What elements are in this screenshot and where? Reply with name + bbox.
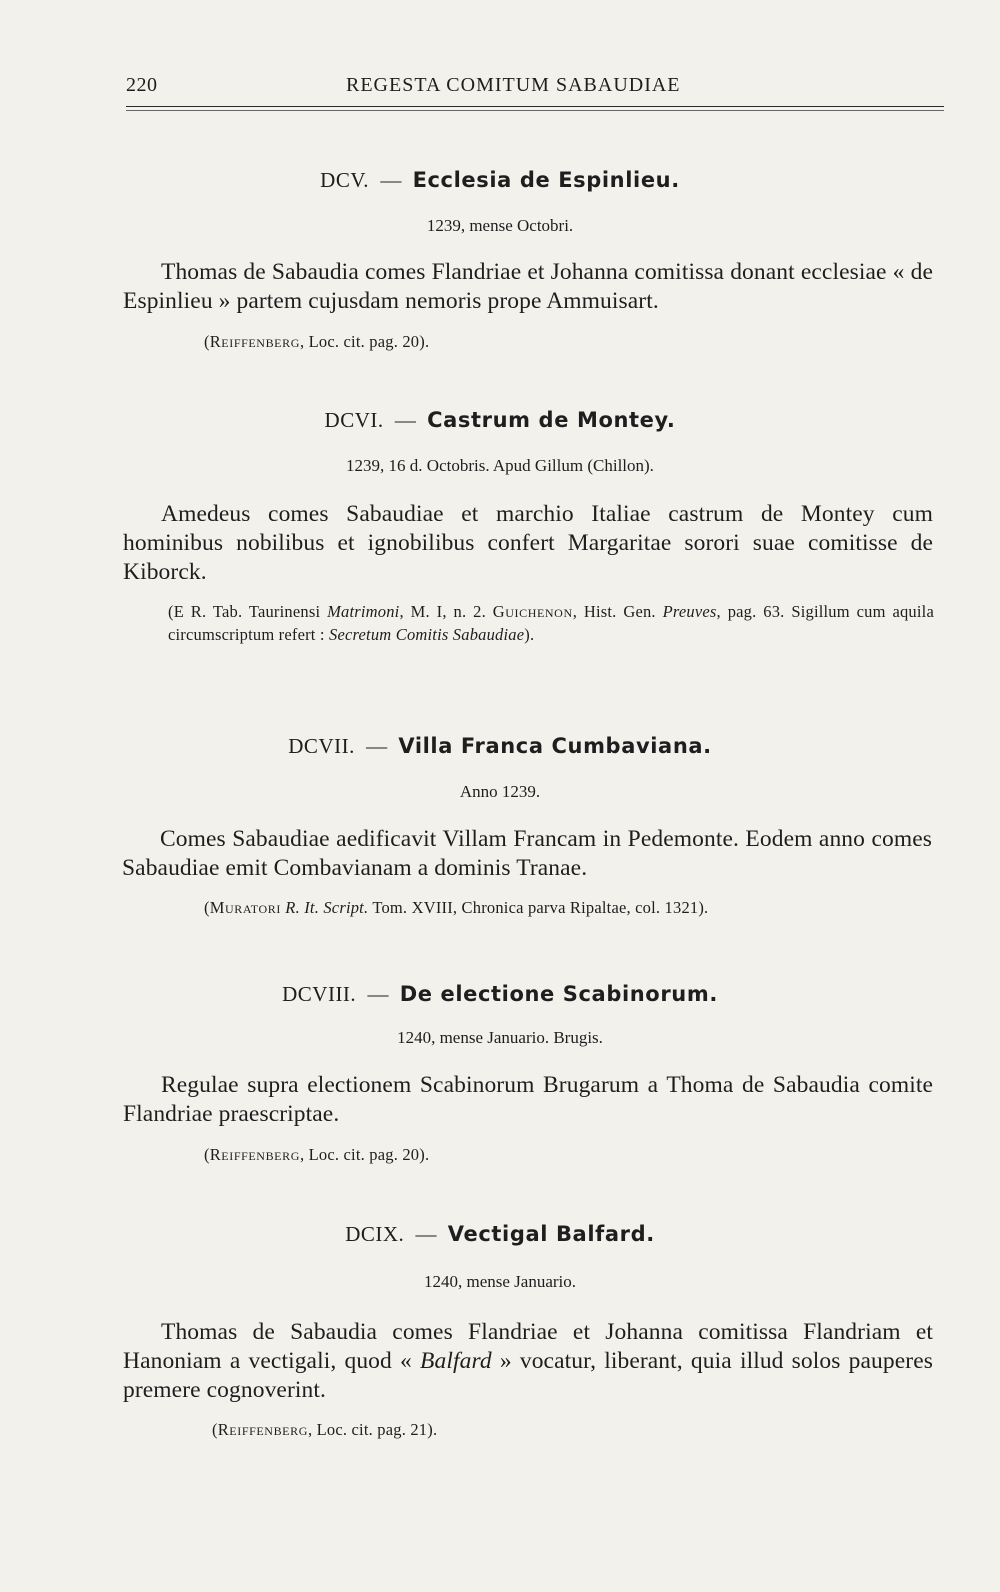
- entry-date: 1239, 16 d. Octobris. Apud Gillum (Chillon).: [346, 456, 654, 475]
- source-author: Muratori: [209, 898, 281, 917]
- header-rule-secondary: [126, 110, 944, 111]
- running-header: [126, 74, 944, 104]
- entry-heading: [0, 408, 1000, 433]
- entry-title: Castrum de Montey.: [427, 408, 676, 432]
- running-title: REGESTA COMITUM SABAUDIAE: [346, 74, 681, 96]
- entry-text: Comes Sabaudiae aedificavit Villam Francam in Pedemonte. Eodem anno comes Sabaudiae emit Combavianam a dominis Tranae.: [122, 826, 932, 881]
- entry-heading: [0, 1222, 1000, 1247]
- entry-heading: [0, 168, 1000, 193]
- entry-title: Vectigal Balfard.: [447, 1222, 655, 1246]
- entry-number: DCVII.: [288, 734, 355, 758]
- entry-title: Ecclesia de Espinlieu.: [412, 168, 680, 192]
- entry-text: Regulae supra electionem Scabinorum Brugarum a Thoma de Sabaudia comite Flandriae praescriptae.: [123, 1072, 933, 1127]
- entry-date: 1239, mense Octobri.: [426, 216, 574, 235]
- source-author: Reiffenberg: [209, 1145, 300, 1164]
- entry-source: (Reiffenberg, Loc. cit. pag. 20).: [204, 332, 430, 351]
- entry-number: DCV.: [320, 168, 370, 192]
- entry-number: DCVI.: [324, 408, 384, 432]
- page-number: 220: [126, 74, 158, 96]
- entry-text: Thomas de Sabaudia comes Flandriae et Johanna comitissa donant ecclesiae « de Espinlieu » partem cujusdam nemoris prope Ammuisart.: [123, 259, 933, 314]
- dash: —: [367, 982, 389, 1006]
- dash: —: [415, 1222, 437, 1246]
- entry-text: Thomas de Sabaudia comes Flandriae et Johanna comitissa Flandriam et Hanoniam a vectigali, quod « Balfard » vocatur, liberant, quia illud solos pauperes premere cognoverint.: [123, 1319, 933, 1403]
- entry-heading: [0, 982, 1000, 1007]
- source-author: Guichenon: [492, 602, 573, 621]
- entry-source: (Reiffenberg, Loc. cit. pag. 21).: [212, 1420, 438, 1439]
- dash: —: [394, 408, 416, 432]
- entry-text: Amedeus comes Sabaudiae et marchio Italiae castrum de Montey cum hominibus nobilibus et ignobilibus confert Margaritae sorori suae comitisse de Kiborck.: [123, 501, 933, 585]
- entry-title: Villa Franca Cumbaviana.: [398, 734, 712, 758]
- header-rule: [126, 106, 944, 107]
- entry-source: (E R. Tab. Taurinensi Matrimoni, M. I, n. 2. Guichenon, Hist. Gen. Preuves, pag. 63. Sigillum cum aquila circumscriptum refert : Secretum Comitis Sabaudiae).: [168, 602, 934, 644]
- entry-number: DCVIII.: [282, 982, 357, 1006]
- source-author: Reiffenberg: [217, 1420, 308, 1439]
- entry-source: (Muratori R. It. Script. Tom. XVIII, Chronica parva Ripaltae, col. 1321).: [204, 898, 709, 917]
- source-author: Reiffenberg: [209, 332, 300, 351]
- entry-heading: [0, 734, 1000, 759]
- entry-date: Anno 1239.: [459, 782, 541, 801]
- entry-date: 1240, mense Januario. Brugis.: [397, 1028, 603, 1047]
- entry-title: De electione Scabinorum.: [399, 982, 718, 1006]
- entry-source: (Reiffenberg, Loc. cit. pag. 20).: [204, 1145, 430, 1164]
- entry-date: 1240, mense Januario.: [423, 1272, 577, 1291]
- entry-number: DCIX.: [345, 1222, 405, 1246]
- dash: —: [366, 734, 388, 758]
- dash: —: [380, 168, 402, 192]
